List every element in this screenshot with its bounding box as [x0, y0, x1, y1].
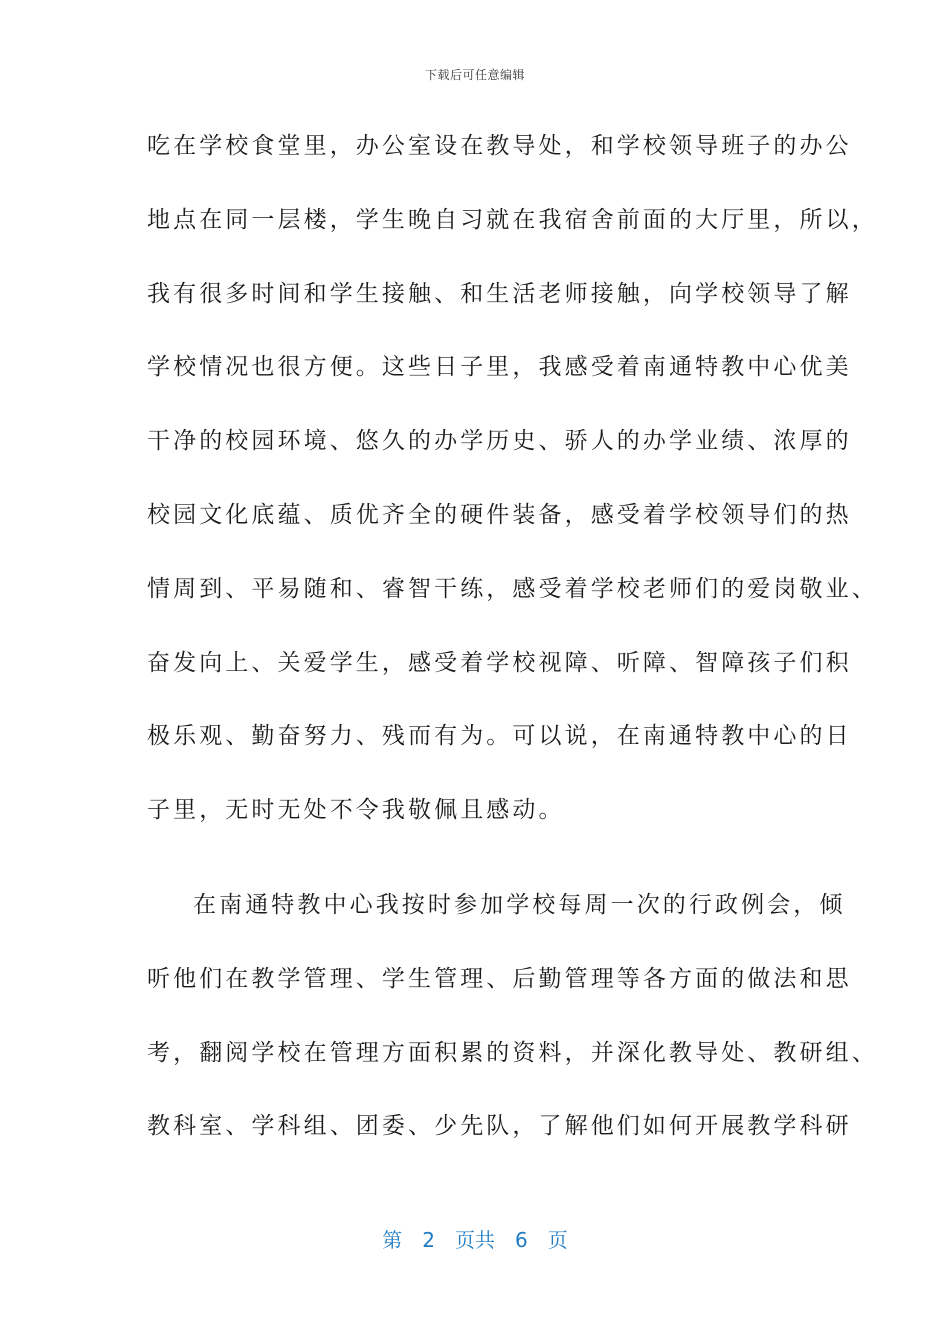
text-line: 奋发向上、关爱学生，感受着学校视障、听障、智障孩子们积	[147, 649, 852, 676]
text-line: 子里，无时无处不令我敬佩且感动。	[147, 797, 565, 824]
text-line: 考，翻阅学校在管理方面积累的资料，并深化教导处、教研组、	[147, 1039, 878, 1066]
text-line: 教科室、学科组、团委、少先队，了解他们如何开展教学科研	[147, 1113, 852, 1140]
text-line: 干净的校园环境、悠久的办学历史、骄人的办学业绩、浓厚的	[147, 428, 852, 455]
text-line: 极乐观、勤奋努力、残而有为。可以说，在南通特教中心的日	[147, 723, 852, 750]
total-page-count: 6	[515, 1228, 528, 1252]
text-line: 吃在学校食堂里，办公室设在教导处，和学校领导班子的办公	[147, 133, 852, 159]
current-page-number: 2	[422, 1228, 435, 1252]
paragraph-gap	[147, 864, 817, 885]
text-line: 在南通特教中心我按时参加学校每周一次的行政例会，倾	[193, 891, 846, 918]
footer-middle: 页共	[455, 1228, 495, 1252]
page-header-note: 下载后可任意编辑	[424, 68, 525, 82]
footer-suffix: 页	[547, 1228, 568, 1252]
paragraph-2	[147, 885, 878, 1180]
paragraph-1	[147, 126, 878, 864]
text-line: 情周到、平易随和、睿智干练，感受着学校老师们的爱岗敬业、	[147, 575, 878, 602]
text-line: 地点在同一层楼，学生晚自习就在我宿舍前面的大厅里，所以，	[147, 206, 878, 233]
text-line: 听他们在教学管理、学生管理、后勤管理等各方面的做法和思	[147, 965, 852, 992]
text-line: 学校情况也很方便。这些日子里，我感受着南通特教中心优美	[147, 354, 852, 381]
text-line: 我有很多时间和学生接触、和生活老师接触，向学校领导了解	[147, 280, 852, 307]
page-number-footer	[0, 1224, 950, 1253]
text-line: 校园文化底蕴、质优齐全的硬件装备，感受着学校领导们的热	[147, 501, 852, 528]
document-body	[147, 126, 878, 1180]
footer-prefix: 第	[382, 1228, 403, 1252]
